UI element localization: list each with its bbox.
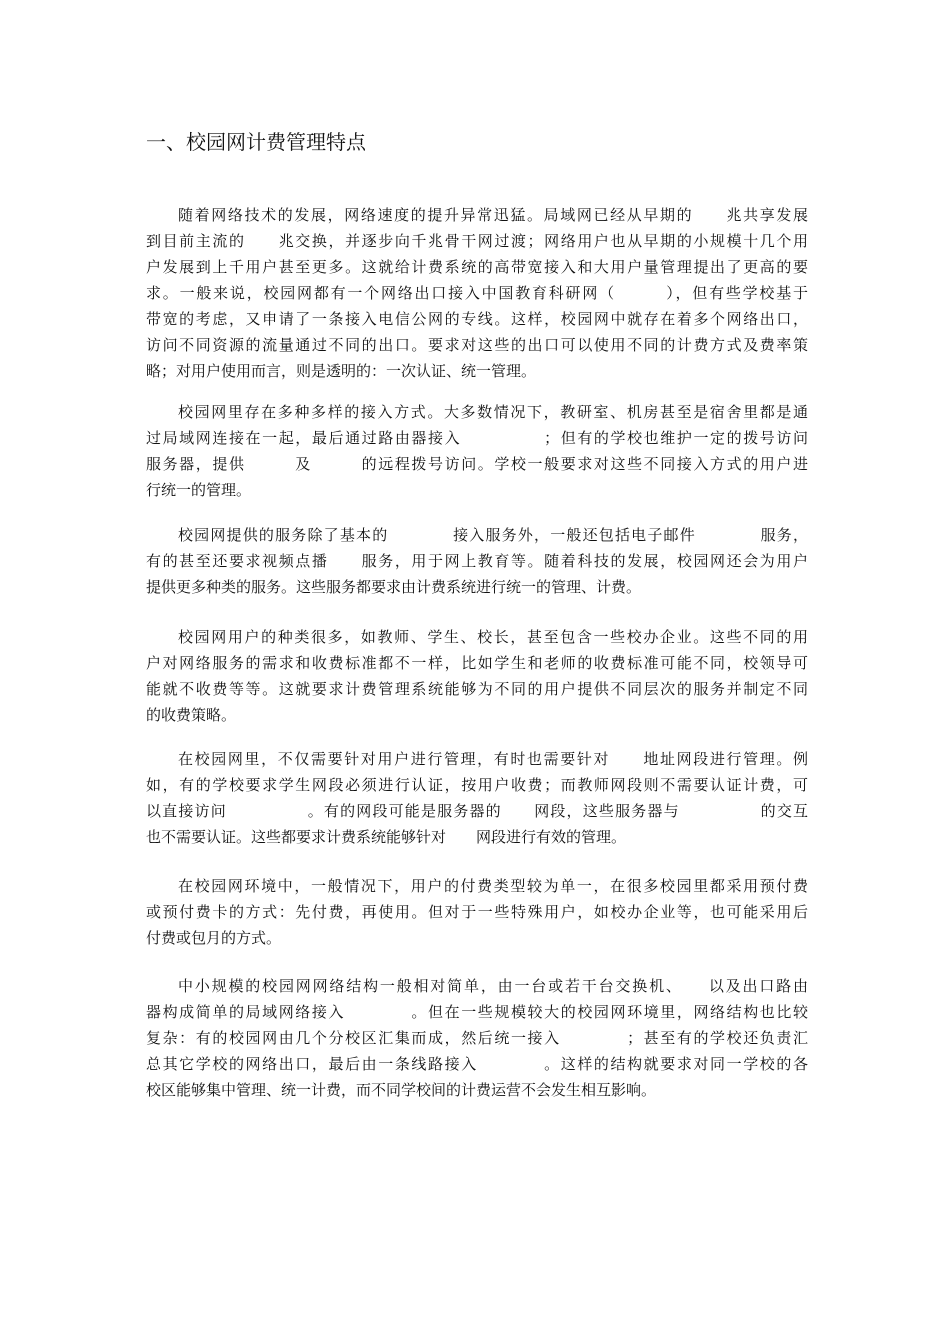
text-line: 能就不收费等等。这就要求计费管理系统能够为不同的用户提供不同层次的服务并制定不同 bbox=[146, 680, 808, 698]
text-line: 的收费策略。 bbox=[146, 706, 237, 724]
text-line: 也不需要认证。这些都要求计费系统能够针对 网段进行有效的管理。 bbox=[146, 828, 627, 846]
text-line: 复杂：有的校园网由几个分校区汇集而成，然后统一接入 ；甚至有的学校还负责汇 bbox=[146, 1029, 808, 1047]
paragraph-payment-types bbox=[146, 873, 808, 951]
paragraph-bandwidth bbox=[146, 202, 808, 384]
text-line: 或预付费卡的方式：先付费，再使用。但对于一些特殊用户，如校办企业等，也可能采用后 bbox=[146, 903, 808, 921]
text-line: 校区能够集中管理、统一计费，而不同学校间的计费运营不会发生相互影响。 bbox=[146, 1081, 657, 1099]
text-line: 求。一般来说，校园网都有一个网络出口接入中国教育科研网（ ），但有些学校基于 bbox=[146, 284, 808, 302]
text-line: 如，有的学校要求学生网段必须进行认证，按用户收费；而教师网段则不需要认证计费，可 bbox=[146, 776, 808, 794]
text-line: 校园网用户的种类很多，如教师、学生、校长，甚至包含一些校办企业。这些不同的用 bbox=[178, 628, 808, 646]
text-line: 服务器，提供 及 的远程拨号访问。学校一般要求对这些不同接入方式的用户进 bbox=[146, 455, 808, 473]
paragraph-ip-segments bbox=[146, 746, 808, 850]
text-line: 器构成简单的局域网络接入 。但在一些规模较大的校园网环境里，网络结构也比较 bbox=[146, 1003, 808, 1021]
text-line: 户对网络服务的需求和收费标准都不一样，比如学生和老师的收费标准可能不同，校领导可 bbox=[146, 654, 808, 672]
text-line: 行统一的管理。 bbox=[146, 481, 252, 499]
text-line: 过局域网连接在一起，最后通过路由器接入 ；但有的学校也维护一定的拨号访问 bbox=[146, 429, 808, 447]
text-line: 校园网提供的服务除了基本的 接入服务外，一般还包括电子邮件 服务， bbox=[178, 526, 808, 544]
text-line: 户发展到上千用户甚至更多。这就给计费系统的高带宽接入和大用户量管理提出了更高的要 bbox=[146, 258, 808, 276]
text-line: 校园网里存在多种多样的接入方式。大多数情况下，教研室、机房甚至是宿舍里都是通 bbox=[178, 403, 808, 421]
text-line: 总其它学校的网络出口，最后由一条线路接入 。这样的结构就要求对同一学校的各 bbox=[146, 1055, 808, 1073]
text-line: 付费或包月的方式。 bbox=[146, 929, 282, 947]
text-line: 略；对用户使用而言，则是透明的：一次认证、统一管理。 bbox=[146, 362, 537, 380]
text-line: 以直接访问 。有的网段可能是服务器的 网段，这些服务器与 的交互 bbox=[146, 802, 808, 820]
text-line: 访问不同资源的流量通过不同的出口。要求对这些的出口可以使用不同的计费方式及费率策 bbox=[146, 336, 808, 354]
section-title: 一、校园网计费管理特点 bbox=[146, 130, 366, 154]
text-line: 带宽的考虑，又申请了一条接入电信公网的专线。这样，校园网中就存在着多个网络出口， bbox=[146, 310, 808, 328]
paragraph-network-structure bbox=[146, 973, 808, 1103]
text-line: 在校园网里，不仅需要针对用户进行管理，有时也需要针对 地址网段进行管理。例 bbox=[178, 750, 808, 768]
text-line: 提供更多种类的服务。这些服务都要求由计费系统进行统一的管理、计费。 bbox=[146, 578, 642, 596]
text-line: 随着网络技术的发展，网络速度的提升异常迅猛。局域网已经从早期的 兆共享发展 bbox=[178, 206, 808, 224]
text-line: 中小规模的校园网网络结构一般相对简单，由一台或若干台交换机、 以及出口路由 bbox=[178, 977, 808, 995]
paragraph-access-methods bbox=[146, 399, 808, 503]
paragraph-services bbox=[146, 522, 808, 600]
paragraph-user-types bbox=[146, 624, 808, 728]
text-line: 在校园网环境中，一般情况下，用户的付费类型较为单一，在很多校园里都采用预付费 bbox=[178, 877, 808, 895]
text-line: 到目前主流的 兆交换，并逐步向千兆骨干网过渡；网络用户也从早期的小规模十几个用 bbox=[146, 232, 808, 250]
text-line: 有的甚至还要求视频点播 服务，用于网上教育等。随着科技的发展，校园网还会为用户 bbox=[146, 552, 808, 570]
